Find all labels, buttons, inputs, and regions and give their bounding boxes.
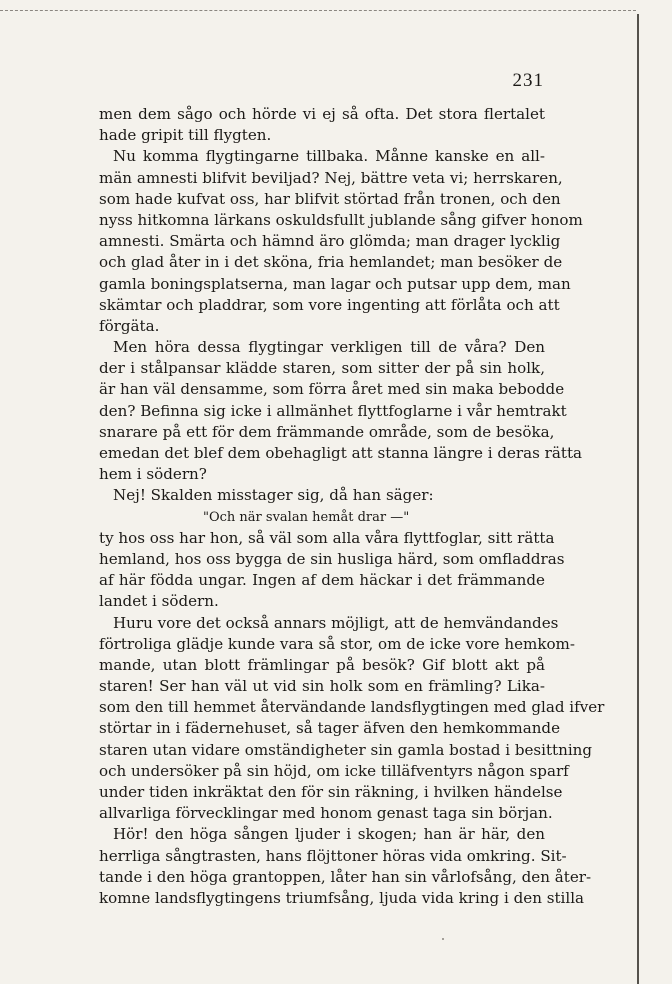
text-line: som den till hemmet återvändande landsflygtingen med glad ifver — [99, 698, 605, 717]
text-line: hade gripit till flygten. — [99, 126, 272, 145]
text-line: komne landsflygtingens triumfsång, ljuda vida kring i den stilla — [99, 888, 585, 907]
text-line: skämtar och pladdrar, som vore ingenting att förlåta och att — [99, 295, 560, 314]
text-line: Huru vore det också annars möjligt, att de hemvändandes — [113, 613, 559, 632]
text-line: störtar in i fädernehuset, så tager äfven den hemkommande — [99, 719, 561, 738]
text-line: men dem sågo och hörde vi ej så ofta. Det stora flertalet — [99, 105, 545, 123]
text-line: hemland, hos oss bygga de sin husliga härd, som omfladdras — [99, 549, 565, 568]
text-line: tande i den höga grantoppen, låter han sin vårlofsång, den åter- — [99, 867, 592, 886]
text-line: förtroliga glädje kunde vara så stor, om de icke vore hemkom- — [99, 634, 575, 653]
text-line: och glad åter in i det sköna, fria hemlandet; man besöker de — [99, 253, 563, 272]
text-line: män amnesti blifvit beviljad? Nej, bättre veta vi; herrskaren, — [99, 168, 563, 187]
text-line: Men höra dessa flygtingar verkligen till de våra? Den — [113, 338, 545, 357]
text-line: är han väl densamme, som förra året med sin maka bebodde — [99, 380, 565, 399]
text-line: mande, utan blott främlingar på besök? Gif blott akt på — [99, 655, 545, 674]
text-line: under tiden inkräktat den för sin räkning, i hvilken händelse — [99, 783, 563, 801]
text-line: emedan det blef dem obehagligt att stanna längre i deras rätta — [99, 444, 583, 462]
print-speck — [442, 938, 444, 940]
text-line: hem i södern? — [99, 465, 207, 484]
text-line: Hör! den höga sången ljuder i skogen; han är här, den — [113, 825, 545, 844]
text-line: staren utan vidare omständigheter sin gamla bostad i besittning — [99, 740, 593, 759]
text-line: der i stålpansar klädde staren, som sitter der på sin holk, — [99, 359, 545, 378]
text-line: den? Befinna sig icke i allmänhet flyttfoglarne i vår hemtrakt — [99, 401, 567, 420]
text-line: ty hos oss har hon, så väl som alla våra flyttfoglar, sitt rätta — [99, 528, 555, 547]
page-number: 231 — [512, 70, 544, 91]
page-edge-rule — [637, 14, 639, 984]
text-line: herrliga sångtrasten, hans flöjttoner höras vida omkring. Sit- — [99, 846, 567, 865]
top-edge-rule — [0, 10, 636, 11]
text-line: allvarliga förvecklingar med honom genast taga sin början. — [99, 804, 553, 823]
text-line: nyss hitkomna lärkans oskuldsfullt jublande sång gifver honom — [99, 210, 583, 229]
verse-quote: "Och när svalan hemåt drar —" — [203, 509, 410, 525]
text-line: Nu komma flygtingarne tillbaka. Månne kanske en all- — [113, 147, 545, 166]
text-line: landet i södern. — [99, 592, 219, 611]
text-line: och undersöker på sin höjd, om icke tilläfventyrs någon sparf — [99, 761, 569, 780]
text-line: Nej! Skalden misstager sig, då han säger: — [113, 486, 434, 505]
text-line: gamla boningsplatserna, man lagar och putsar upp dem, man — [99, 274, 571, 293]
body-text — [99, 104, 605, 909]
text-line: af här födda ungar. Ingen af dem häckar i det främmande — [99, 571, 545, 590]
text-line: snarare på ett för dem främmande område, som de besöka, — [99, 422, 555, 441]
text-line: förgäta. — [99, 316, 160, 335]
text-line: amnesti. Smärta och hämnd äro glömda; man drager lycklig — [99, 232, 561, 251]
text-line: staren! Ser han väl ut vid sin holk som en främling? Lika- — [99, 677, 545, 696]
text-line: som hade kufvat oss, har blifvit störtad från tronen, och den — [99, 189, 561, 208]
